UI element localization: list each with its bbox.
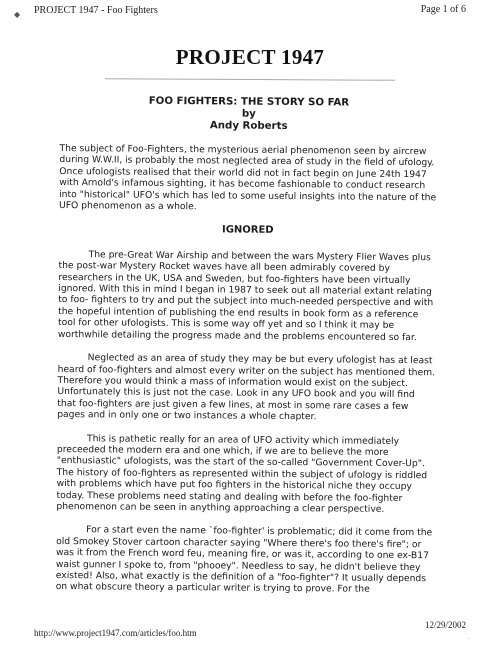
section-paragraph-3: This is pathetic really for an area of UFO activity which immediately preceeded the modern era and one which, if we are to believe the more "enthusiastic" ufologists, was the start of the so-called "Government Cover-Up". The history of foo-fighters as represented within the subject of ufology is riddled with problems which have put foo fighters in the historical niche they occupy today. These problems need stating and dealing with before the foo-fighter phenomenon can be seen in anything approaching a clear perspective. <box>56 432 428 515</box>
page-header-title: PROJECT 1947 - Foo Fighters <box>34 5 158 16</box>
section-paragraph-2: Neglected as an area of study they may be but every ufologist has at least heard of foo-fighters and almost every writer on the subject has mentioned them. Therefore you would think a mass of information would exist on the subject. Unfortunately this is just not the case. Look in any UFO book and you will find that foo-fighters are just given a few lines, at most in some rare cases a few pages and in only one or two instances a whole chapter. <box>57 352 436 423</box>
article-author: Andy Roberts <box>209 120 288 132</box>
article-heading <box>60 95 438 134</box>
page-number: Page 1 of 6 <box>420 4 466 15</box>
article-body <box>56 95 438 608</box>
page-url: http://www.project1947.com/articles/foo.htm <box>34 628 197 638</box>
section-paragraph-1: The pre-Great War Airship and between the wars Mystery Flier Waves plus the post-war Mystery Rocket waves have all been admirably covered by researchers in the UK, USA and Sweden, but foo-fighters have been virtually ignored. With this in mind I began in 1987 to seek out all material extant relating to foo- fighters to try and put the subject into much-needed perspective and with the hopeful intention of publishing the end results in book form as a reference tool for other ufologists. This is some way off yet and so I think it may be worthwhile detailing the progress made and the problems encountered so far. <box>57 249 434 343</box>
section-paragraph-4: For a start even the name `foo-fighter' is problematic; did it come from the old Smokey Stover cartoon character saying "Where there's foo there's fire"; or was it from the French word feu, meaning fire, or was it, according to one ex-B17 waist gunner I spoke to, from "phooey". Needless to say, he didn't believe they existed! Also, what exactly is the definition of a "foo-fighter"? It usually depends on what obscure theory a particular writer is trying to prove. For the <box>55 524 433 596</box>
corner-mark-icon: · <box>468 636 470 643</box>
article-by: by <box>241 108 256 120</box>
title-divider <box>105 78 395 81</box>
bullet-icon: ◆ <box>14 10 21 19</box>
article-title: FOO FIGHTERS: THE STORY SO FAR <box>148 95 350 109</box>
intro-paragraph: The subject of Foo-Fighters, the mysterious aerial phenomenon seen by aircrew during W.W.II, is probably the most neglected area of study in the field of ufology. Once ufologists realised that their world did not in fact begin on June 24th 1947 with Arnold's infamous sighting, it has become fashionable to conduct research into "historical" UFO's which has led to some useful insights into the nature of the UFO phenomenon as a whole. <box>58 142 437 213</box>
print-date: 12/29/2002 <box>424 620 466 630</box>
page-title: PROJECT 1947 <box>175 45 325 69</box>
section-heading: IGNORED <box>221 224 274 237</box>
